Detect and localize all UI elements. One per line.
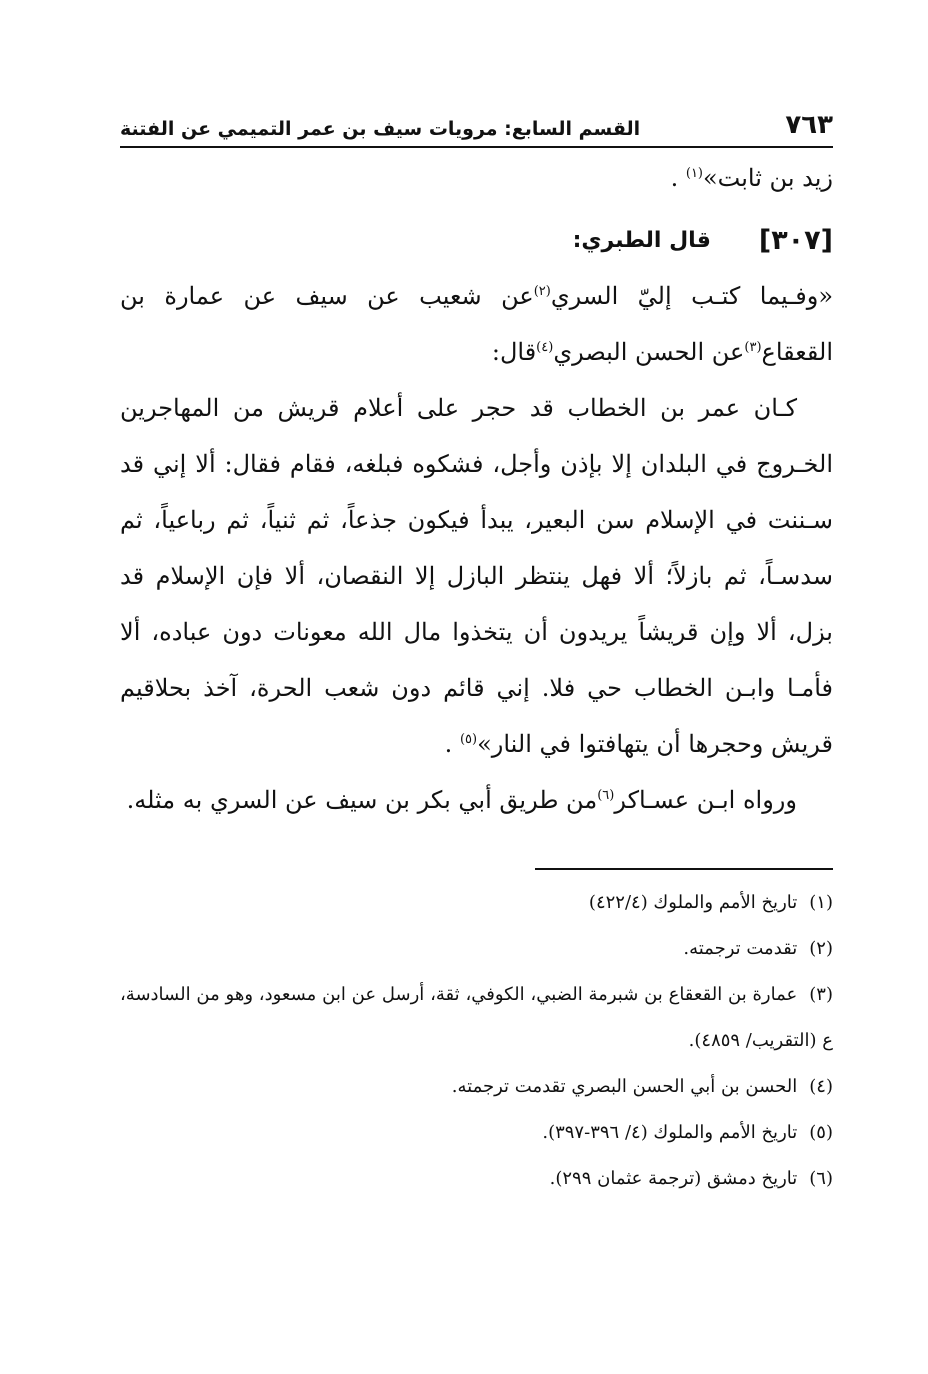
footnote-ref-6[interactable]: (٦) <box>597 788 615 803</box>
footnote-ref-2[interactable]: (٢) <box>533 284 551 299</box>
continuation-line <box>120 150 833 206</box>
narration-paragraph <box>120 772 833 828</box>
footnote-marker: (٦) <box>809 1168 833 1189</box>
isnad-part-4: قال: <box>491 338 537 366</box>
footnote-item <box>120 972 833 1064</box>
report-text: كـان عمر بن الخطاب قد حجر على أعلام قريش من المهاجرين الخـروج في البلدان إلا بإذن وأجل، فشكوه فبلغه، فقام فقال: ألا إني قد سـننت في الإسلام سن البعير، يبدأ فيكون جذعاً، ثم ثنياً، ثم رباعياً، ثم سدسـاً، ثم بازلاً؛ ألا فهل ينتظر البازل إلا النقصان، ألا فإن الإسلام قد بزل، ألا وإن قريشاً يريدون أن يتخذوا مال الله معونات دون عباده، ألا فأمـا وابـن الخطاب حي فلا. إني قائم دون شعب الحرة، آخذ بحلاقيم قريش وحجرها أن يتهافتوا في النار» <box>120 394 833 758</box>
footnote-ref-3[interactable]: (٣) <box>744 340 762 355</box>
footnote-text: تقدمت ترجمته. <box>683 938 798 959</box>
footnote-text: تاريخ الأمم والملوك (٤/ ٣٩٦-٣٩٧). <box>542 1122 798 1143</box>
footnote-item <box>120 1156 833 1202</box>
running-header <box>120 100 833 148</box>
footnote-text: الحسن بن أبي الحسن البصري تقدمت ترجمته. <box>451 1076 798 1097</box>
entry-heading <box>120 212 833 268</box>
isnad-part-1: «وفـيما كتـب إليّ السري <box>550 282 834 310</box>
footnote-text: تاريخ دمشق (ترجمة عثمان ٢٩٩). <box>549 1168 798 1189</box>
isnad-part-3: عن الحسن البصري <box>553 338 745 366</box>
footnote-marker: (٢) <box>809 938 833 959</box>
footnote-item <box>120 1064 833 1110</box>
footnote-ref-1[interactable]: (١) <box>685 166 703 181</box>
footnote-ref-5[interactable]: (٥) <box>459 732 478 747</box>
page-number: ٧٦٣ <box>785 110 833 140</box>
continuation-text: زيد بن ثابت» <box>703 164 833 192</box>
entry-number: [٣٠٧] <box>758 224 833 256</box>
book-page <box>120 100 833 1202</box>
footnote-separator <box>535 868 833 870</box>
isnad-part-2: عن شعيب عن سيف عن عمارة بن القعقاع <box>120 282 833 366</box>
footnote-ref-4[interactable]: (٤) <box>536 340 554 355</box>
running-header-title: القسم السابع: مرويات سيف بن عمر التميمي عن الفتنة <box>120 118 641 140</box>
footnote-marker: (٤) <box>809 1076 833 1097</box>
isnad-paragraph <box>120 268 833 380</box>
entry-source: قال الطبري: <box>572 227 711 253</box>
footnotes-list <box>120 880 833 1202</box>
narration-part-2: من طريق أبي بكر بن سيف عن السري به مثله. <box>126 786 598 814</box>
footnote-marker: (٣) <box>809 984 833 1005</box>
footnote-text: عمارة بن القعقاع بن شبرمة الضبي، الكوفي، ثقة، أرسل عن ابن مسعود، وهو من السادسة، ع (التقريب/ ٤٨٥٩). <box>120 984 833 1051</box>
continuation-end: . <box>670 164 679 192</box>
report-paragraph <box>120 380 833 772</box>
footnote-marker: (١) <box>809 892 833 913</box>
footnote-item <box>120 926 833 972</box>
report-end: . <box>444 730 453 758</box>
footnote-item <box>120 1110 833 1156</box>
footnote-item <box>120 880 833 926</box>
narration-part-1: ورواه ابـن عسـاكر <box>614 786 797 814</box>
footnote-marker: (٥) <box>809 1122 833 1143</box>
footnote-text: تاريخ الأمم والملوك (٤٢٢/٤) <box>588 892 798 913</box>
